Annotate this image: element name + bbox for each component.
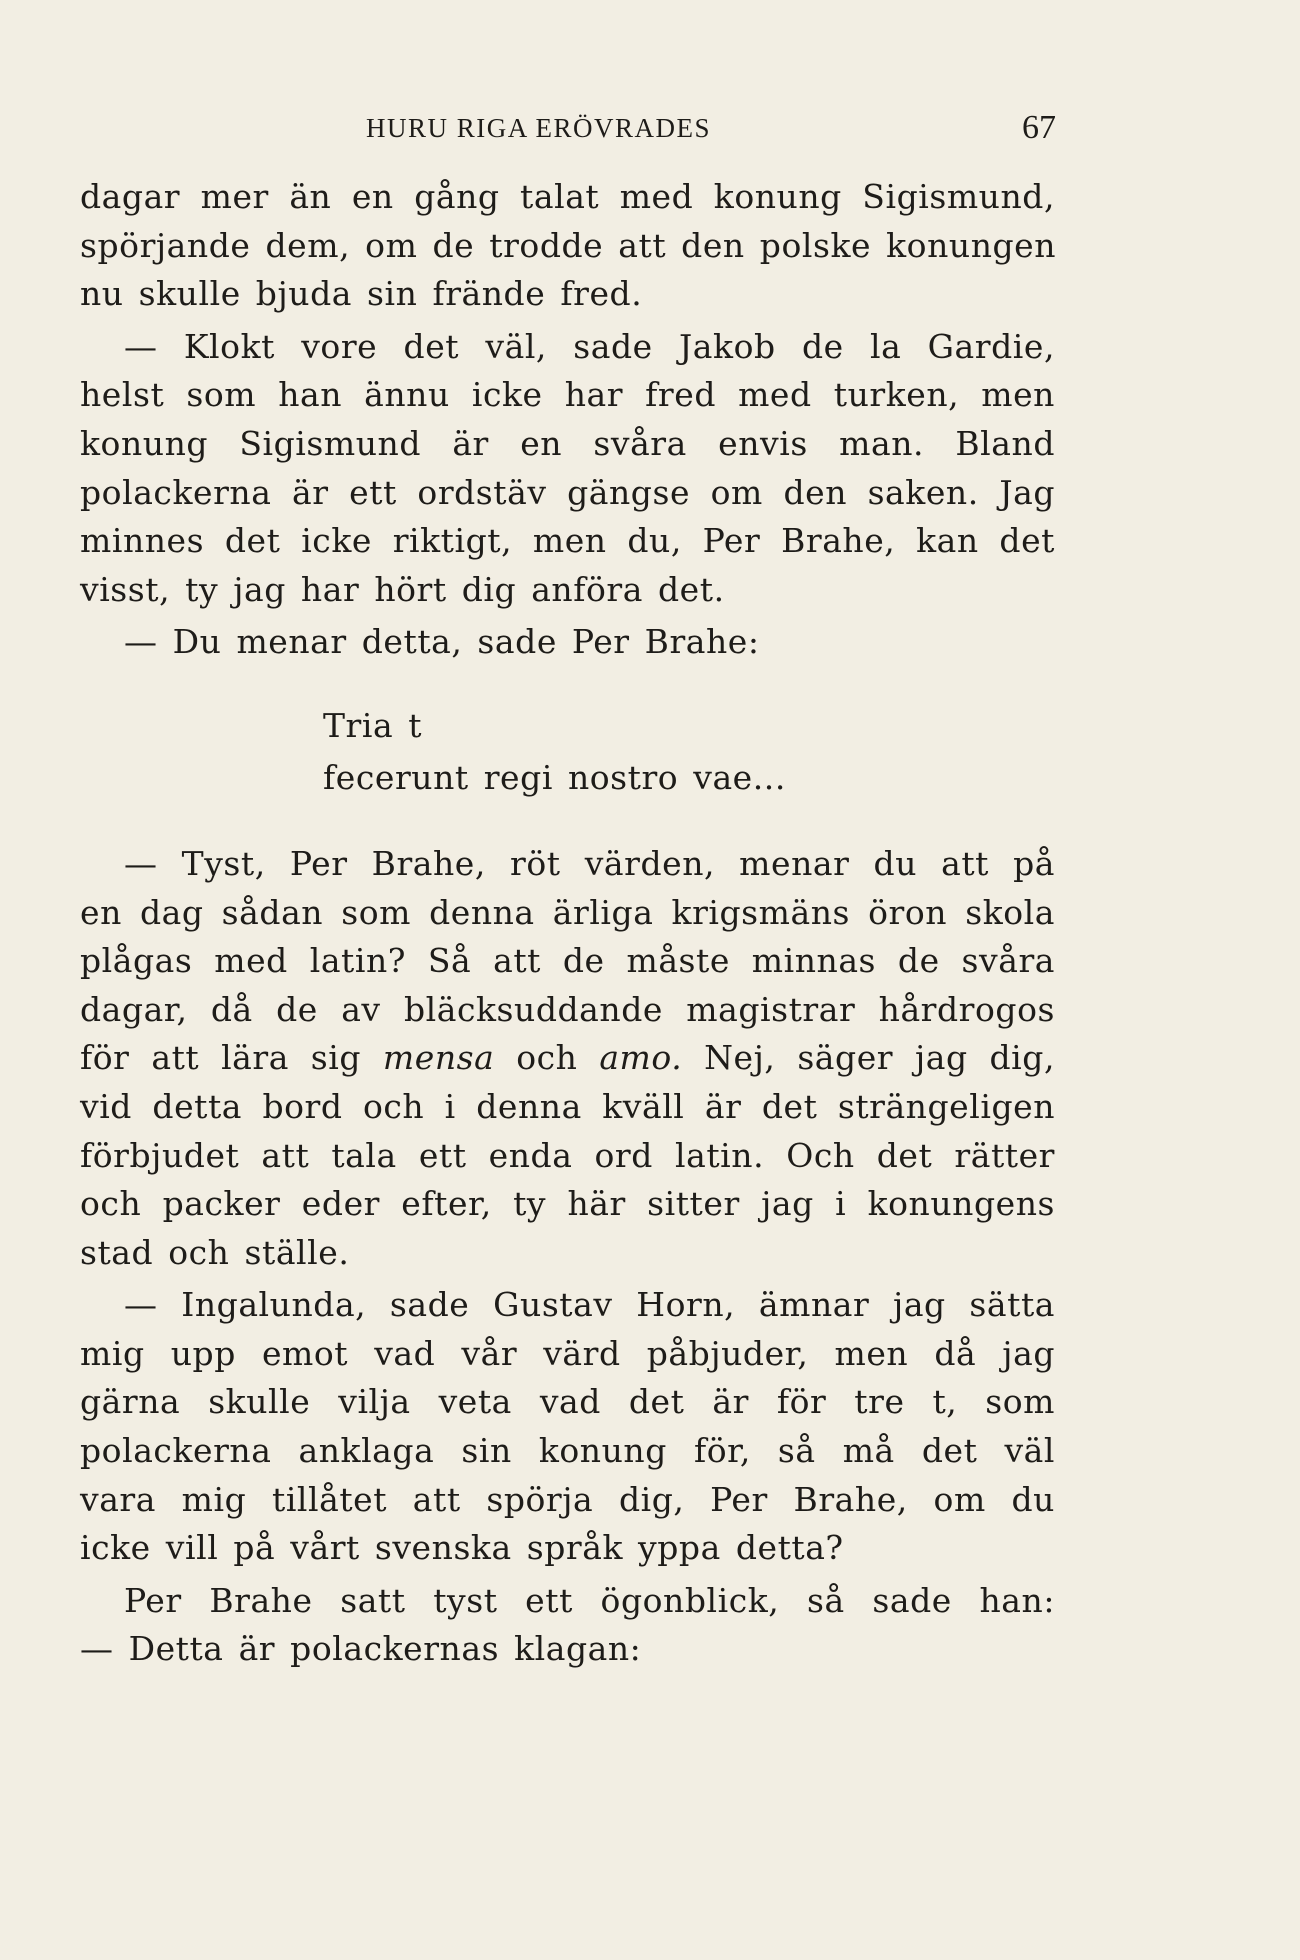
text-line: icke vill på vårt svenska språk yppa detta? (80, 1528, 844, 1568)
running-head (0, 108, 1300, 148)
text-line: dagar mer än en gång talat med konung Sigismund, (80, 177, 1055, 216)
text-line: — Klokt vore det väl, sade Jakob de la Gardie, (124, 326, 1055, 366)
page-number: 67 (1022, 109, 1056, 146)
paragraph-4 (80, 840, 1055, 1277)
text-line: minnes det icke riktigt, men du, Per Brahe, kan det (80, 521, 1055, 561)
latin-verse (323, 700, 1055, 804)
text-line: — Detta är polackernas klagan: (80, 1629, 642, 1669)
text-line: — Tyst, Per Brahe, röt värden, menar du att på (124, 843, 1055, 883)
chapter-title: HURU RIGA ERÖVRADES (366, 113, 712, 143)
text-line: polackerna anklaga sin konung för, så må det väl (80, 1431, 1055, 1471)
text-line: plågas med latin? Så att de måste minnas de svåra (80, 941, 1055, 981)
text-line: gärna skulle vilja veta vad det är för tre t, som (80, 1382, 1055, 1422)
paragraph-7 (80, 1625, 1055, 1674)
verse-line: fecerunt regi nostro vae... (323, 757, 786, 797)
paragraph-5 (80, 1281, 1055, 1573)
text-line: nu skulle bjuda sin frände fred. (80, 274, 643, 314)
text-fragment: Nej, säger jag dig, (682, 1038, 1055, 1078)
text-line: vara mig tillåtet att spörja dig, Per Brahe, om du (80, 1479, 1055, 1519)
text-line: konung Sigismund är en svåra envis man. Bland (80, 423, 1055, 463)
paragraph-6 (80, 1577, 1055, 1626)
text-line: spörjande dem, om de trodde att den polske konungen (80, 225, 1057, 265)
text-line: helst som han ännu icke har fred med turken, men (80, 375, 1055, 415)
italic-word: amo. (599, 1038, 683, 1078)
text-fragment: och (494, 1038, 600, 1078)
text-line: vid detta bord och i denna kväll är det strängeligen (80, 1086, 1055, 1126)
body-text (80, 173, 1055, 1674)
text-line: en dag sådan som denna ärliga krigsmäns öron skola (80, 892, 1055, 932)
paragraph-1 (80, 173, 1055, 319)
text-line: förbjudet att tala ett enda ord latin. Och det rätter (80, 1135, 1055, 1175)
verse-line: Tria t (323, 705, 423, 745)
italic-word: mensa (382, 1038, 495, 1078)
text-line: polackerna är ett ordstäv gängse om den saken. Jag (80, 472, 1055, 512)
text-line: dagar, då de av bläcksuddande magistrar hårdrogos (80, 989, 1055, 1029)
paragraph-2 (80, 323, 1055, 615)
paragraph-3 (80, 618, 1055, 667)
text-fragment: för att lära sig (80, 1038, 383, 1078)
text-line: — Du menar detta, sade Per Brahe: (124, 622, 760, 662)
text-line: — Ingalunda, sade Gustav Horn, ämnar jag sätta (124, 1285, 1055, 1325)
text-line: mig upp emot vad vår värd påbjuder, men då jag (80, 1333, 1055, 1373)
text-line: stad och ställe. (80, 1232, 350, 1272)
text-line: visst, ty jag har hört dig anföra det. (80, 569, 725, 609)
text-line: Per Brahe satt tyst ett ögonblick, så sade han: (124, 1580, 1055, 1620)
text-line: och packer eder efter, ty här sitter jag i konungens (80, 1184, 1055, 1224)
text-line-mixed (80, 1034, 1055, 1083)
